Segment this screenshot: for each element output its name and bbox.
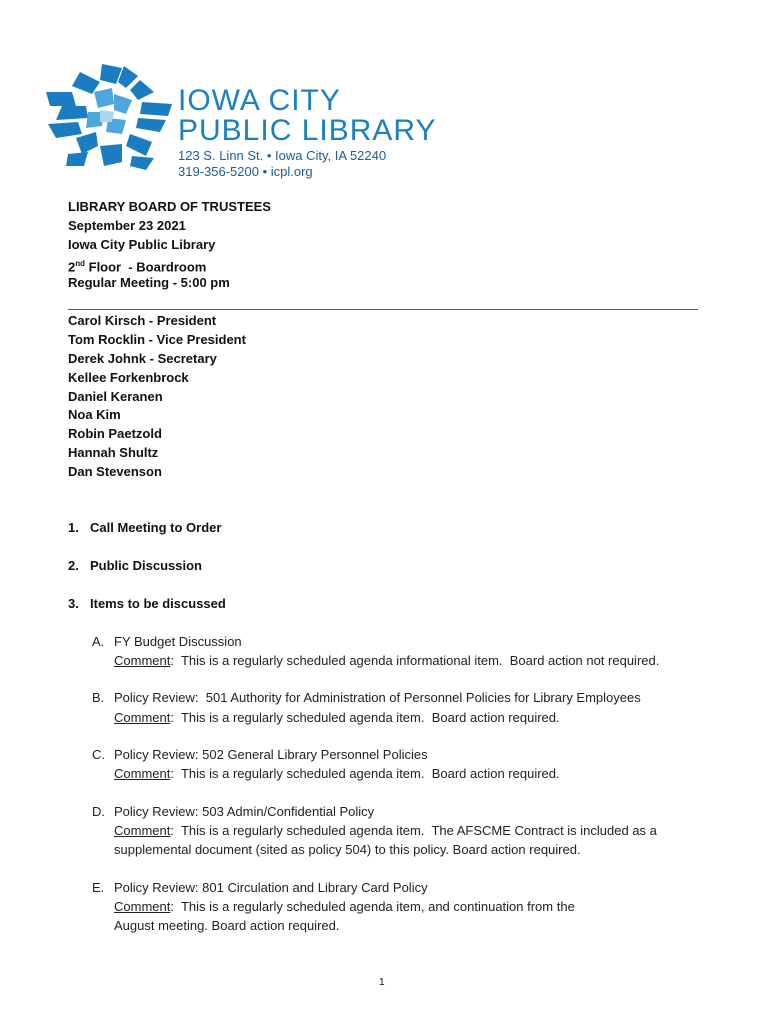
sub-item-title: Policy Review: 801 Circulation and Library Card Policy [114, 880, 428, 895]
sub-item-letter: E. [92, 880, 105, 895]
sub-item-title: FY Budget Discussion [114, 634, 242, 649]
comment-text: : This is a regularly scheduled agenda item, and continuation from the [170, 899, 575, 914]
sub-item-c [92, 747, 428, 762]
comment-text: : This is a regularly scheduled agenda informational item. Board action not required. [170, 653, 660, 668]
sub-item-d [92, 804, 374, 819]
floor-suffix: nd [75, 259, 86, 268]
comment-text: : This is a regularly scheduled agenda item. The AFSCME Contract is included as a [170, 823, 657, 838]
agenda-item [68, 520, 221, 535]
comment-label: Comment [114, 653, 171, 668]
sub-item-b [92, 690, 641, 705]
library-name-line2: PUBLIC LIBRARY [178, 114, 437, 147]
sub-item-letter: D. [92, 804, 105, 819]
library-address: 123 S. Linn St. • Iowa City, IA 52240 [178, 148, 387, 163]
member: Tom Rocklin - Vice President [68, 332, 246, 347]
sub-item-comment [114, 823, 657, 838]
member: Noa Kim [68, 407, 121, 422]
member: Robin Paetzold [68, 426, 162, 441]
board-title: LIBRARY BOARD OF TRUSTEES [68, 199, 271, 214]
agenda-number: 3. [68, 596, 79, 611]
sub-item-comment-cont: supplemental document (sited as policy 504) to this policy. Board action required. [114, 842, 581, 857]
meeting-place: Iowa City Public Library [68, 237, 216, 252]
comment-label: Comment [114, 899, 171, 914]
sub-item-e [92, 880, 428, 895]
member: Carol Kirsch - President [68, 313, 217, 328]
meeting-type: Regular Meeting - 5:00 pm [68, 275, 230, 290]
sub-item-comment-cont: August meeting. Board action required. [114, 918, 340, 933]
sub-item-letter: C. [92, 747, 105, 762]
sub-item-a [92, 634, 242, 649]
member: Hannah Shultz [68, 445, 159, 460]
member: Kellee Forkenbrock [68, 370, 189, 385]
agenda-number: 2. [68, 558, 79, 573]
sub-item-comment [114, 710, 560, 725]
agenda-title: Items to be discussed [90, 596, 226, 611]
sub-item-letter: B. [92, 690, 105, 705]
comment-label: Comment [114, 823, 171, 838]
divider [68, 309, 698, 310]
library-logo [42, 62, 182, 172]
sub-item-comment [114, 653, 659, 668]
comment-text: : This is a regularly scheduled agenda item. Board action required. [170, 710, 560, 725]
library-name-line1: IOWA CITY [178, 84, 341, 117]
sub-item-comment [114, 899, 575, 914]
agenda-title: Public Discussion [90, 558, 202, 573]
meeting-date: September 23 2021 [68, 218, 186, 233]
sub-item-title: Policy Review: 501 Authority for Administration of Personnel Policies for Library Employees [114, 690, 641, 705]
agenda-item [68, 596, 226, 611]
floor-number: 2 [68, 259, 76, 275]
member: Derek Johnk - Secretary [68, 351, 217, 366]
floor-rest: Floor - Boardroom [85, 259, 207, 275]
comment-text: : This is a regularly scheduled agenda item. Board action required. [170, 766, 560, 781]
agenda-number: 1. [68, 520, 79, 535]
comment-label: Comment [114, 766, 171, 781]
sub-item-title: Policy Review: 503 Admin/Confidential Policy [114, 804, 375, 819]
member: Daniel Keranen [68, 389, 163, 404]
agenda-title: Call Meeting to Order [90, 520, 222, 535]
sub-item-title: Policy Review: 502 General Library Personnel Policies [114, 747, 428, 762]
comment-label: Comment [114, 710, 171, 725]
page-number: 1 [379, 977, 385, 988]
sub-item-comment [114, 766, 560, 781]
member: Dan Stevenson [68, 464, 162, 479]
agenda-item [68, 558, 202, 573]
library-contact: 319-356-5200 • icpl.org [178, 164, 313, 179]
sub-item-letter: A. [92, 634, 105, 649]
